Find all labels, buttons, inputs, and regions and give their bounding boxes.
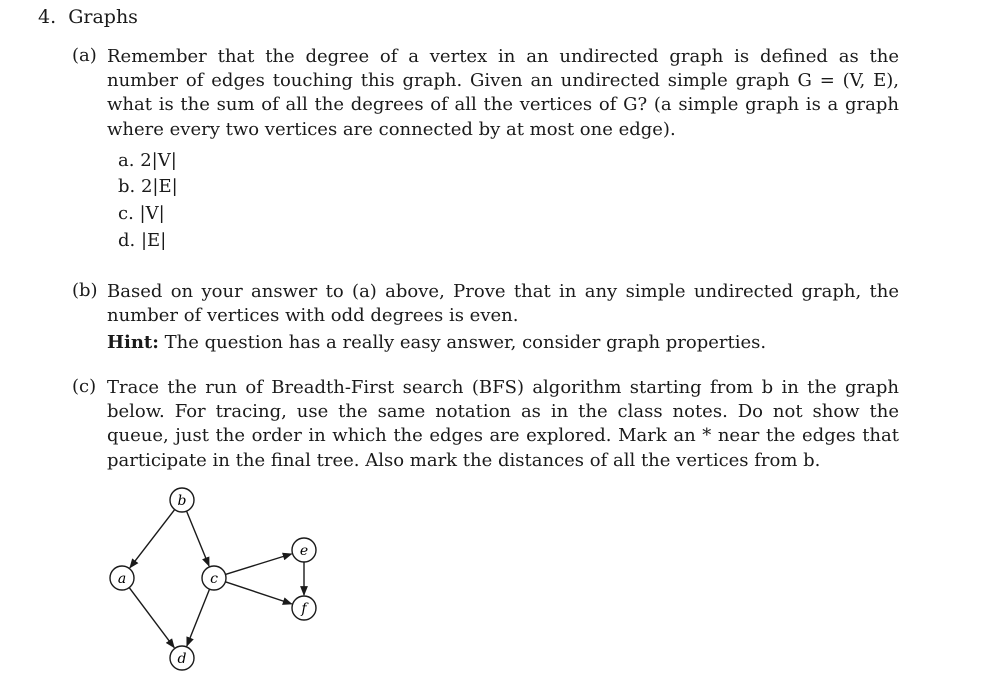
- part-b-hint: [107, 332, 766, 353]
- option-b-letter: b.: [118, 176, 136, 197]
- vertex-label-b: b: [177, 493, 187, 509]
- part-a-label: (a): [72, 45, 97, 66]
- vertex-b: [170, 488, 194, 512]
- part-a-text: Remember that the degree of a vertex in an undirected graph is defined as the number of edges touching this graph. Given an undirected simple graph G = (V, E), what is the sum of all the degrees of all the vertices of G? (a simple graph is a graph where every two vertices are connected by at most one edge).: [107, 46, 899, 140]
- option-d: [118, 230, 166, 251]
- part-c-label: (c): [72, 376, 97, 397]
- vertex-a: [110, 566, 134, 590]
- vertex-e: [292, 538, 316, 562]
- option-b: [118, 176, 178, 197]
- vertex-c: [202, 566, 226, 590]
- part-b-label: (b): [72, 280, 98, 301]
- vertex-d: [170, 646, 194, 670]
- option-d-letter: d.: [118, 230, 136, 251]
- vertex-label-c: c: [210, 571, 218, 587]
- edge-b-a: [130, 510, 175, 568]
- bfs-graph-diagram: [96, 478, 336, 678]
- option-d-value: |E|: [140, 230, 167, 251]
- vertex-label-f: f: [301, 601, 307, 617]
- option-a: [118, 150, 177, 171]
- option-a-value: 2|V|: [140, 150, 177, 171]
- section-title: Graphs: [68, 6, 138, 28]
- edge-c-e: [225, 554, 291, 575]
- vertex-label-e: e: [299, 543, 309, 559]
- edge-a-d: [129, 588, 174, 648]
- option-a-letter: a.: [118, 150, 135, 171]
- part-c-text: Trace the run of Breadth-First search (BFS) algorithm starting from b in the graph below. For tracing, use the same notation as in the class notes. Do not show the queue, just the order in which the edges are explored. Mark an * near the edges that participate in the final tree. Also mark the distances of all the vertices from b.: [107, 377, 899, 471]
- edge-b-c: [187, 511, 210, 566]
- hint-label: Hint:: [107, 332, 159, 353]
- part-b-text: Based on your answer to (a) above, Prove that in any simple undirected graph, the number of vertices with odd degrees is even.: [107, 281, 899, 327]
- vertex-label-a: a: [117, 571, 127, 587]
- vertex-f: [292, 596, 316, 620]
- option-b-value: 2|E|: [140, 176, 178, 197]
- edge-c-f: [225, 582, 291, 604]
- section-heading: [38, 6, 138, 28]
- option-c: [118, 203, 165, 224]
- vertex-label-d: d: [177, 651, 187, 667]
- edge-c-d: [187, 589, 210, 646]
- option-c-letter: c.: [118, 203, 134, 224]
- option-c-value: |V|: [139, 203, 165, 224]
- hint-text: The question has a really easy answer, consider graph properties.: [164, 332, 767, 353]
- section-number: 4.: [38, 6, 57, 28]
